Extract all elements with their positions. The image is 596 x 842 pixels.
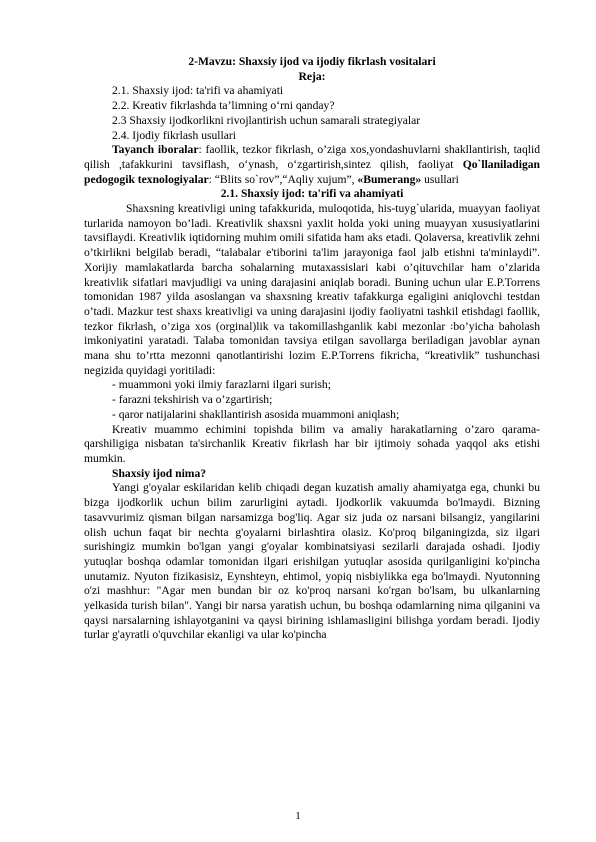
bullet-list [84, 378, 540, 422]
paragraph-3: Yangi g'oyalar eskilaridan kelib chiqadi degan kuzatish amaliy ahamiyatga ega, chunki bu bizga ijodkorlik uchun bilim zarurligini aytadi. Ijodkorlik vakuumda bo'lmaydi. Bizning tasavvurimiz qisman bilgan narsamizga bog'liq. Agar siz juda oz narsani bilsangiz, yangilarini olish uchun faqat bir nechta g'oyalarni birlashtira olasiz. Ko'proq bilganingizda, siz ilgari surishingiz mumkin bo'lgan yangi g'oyalar kombinatsiyasi sezilarli darajada oshadi. Ijodiy yutuqlar boshqa odamlar tomonidan ilgari erishilgan yutuqlar asosida qurilganligini ko'pincha unutamiz. Nyuton fizikasisiz, Eynshteyn, ehtimol, yopiq nisbiylikka ega bo'lmaydi. Nyutonning o'zi mashhur: "Agar men bundan bir oz ko'proq narsani ko'rgan bo'lsam, bu ulkanlarning yelkasida turish bilan". Yangi bir narsa yaratish uchun, bu boshqa odamlarning nima qilganini va qaysi narsalarning ishlayotganini va qaysi birining ishlamasligini bilishga yordam beradi. Ijodiy turlar g'ayratli o'quvchilar ekanligi va ular ko'pincha [84, 481, 540, 642]
paragraph-2: Kreativ muammo echimini topishda bilim va amaliy harakatlarning o’zaro qarama-qarshiligiga nisbatan ta'sirchanlik Kreativ fikrlash har bir ijtimoiy sohada yaqqol aks etishi mumkin. [84, 422, 540, 465]
page-number: 1 [295, 810, 301, 822]
methods-text: usullari [421, 172, 459, 186]
plan-item: 2.4. Ijodiy fikrlash usullari [112, 128, 236, 142]
document-title: 2-Mavzu: Shaxsiy ijod va ijodiy fikrlash vositalari [188, 55, 436, 68]
document-page [84, 55, 540, 643]
plan-item: 2.1. Shaxsiy ijod: ta'rifi va ahamiyati [112, 84, 284, 98]
paragraph-1: Shaxsning kreativligi uning tafakkurida, muloqotida, his-tuyg`ularida, muayyan faoliyat turlarida namoyon bo’ladi. Kreativlik shaxsni yaxlit holda yoki uning muayyan xususiyatlarini tavsiflaydi. Kreativlik iqtidorning muhim omili sifatida ham aks etadi. Qolaversa, kreativlik zehni o’tkirlikni belgilab beradi, “talabalar e'tiborini ta'lim jarayoniga faol jalb etishni ta'minlaydi”. Xorijiy mamlakatlarda barcha sohalarning mutaxassislari kabi o’qituvchilar ham o’zlarida kreativlik sifatlari mavjudligi va uning darajasini aniqlab boradi. Buning uchun ular E.P.Torrens tomonidan 1987 yilda asoslangan va shaxsning kreativ tafakkurga egaligini aniqlovchi testdan o’tadi. Mazkur test shaxs kreativligi va uning darajasini ijodiy faoliyatni tashkil etishdagi faollik, tezkor fikrlash, o’ziga xos (orginal)lik va takomillashganlik kabi mezonlar ꞉bo’yicha baholash imkoniyatini yaratadi. Talaba tomonidan tavsiya etilgan savollarga beriladigan javoblar aynan mana shu to’rtta mezonni qanotlantirishi lozim E.P.Torrens fikricha, “kreativlik” tushunchasi negizida quyidagi yoritiladi: [84, 202, 540, 377]
boomerang-label: «Bumerang» [357, 172, 422, 186]
bullet-item: - muammoni yoki ilmiy farazlarni ilgari surish; [112, 378, 331, 392]
keywords-text: : faollik, tezkor fikrlash, o’ziga xos,yondashuvlarni shakllantirish, taqlid qilish ,tafakkurini tavsiflash, o‘ynash, o‘zgartirish,sintez qilish, faoliyat [84, 143, 540, 171]
plan-item: 2.2. Kreativ fikrlashda ta’limning o‘rni qanday? [112, 99, 335, 113]
bullet-item: - farazni tekshirish va o’zgartirish; [112, 393, 273, 407]
keywords-label: Tayanch iboralar [112, 143, 199, 157]
subheading: Shaxsiy ijod nima? [112, 466, 207, 480]
plan-heading: Reja: [298, 69, 326, 83]
plan-item: 2.3 Shaxsiy ijodkorlikni rivojlantirish uchun samarali strategiyalar [112, 113, 421, 127]
technologies-label: Qo`llaniladigan pedogogik texnologiyalar [84, 157, 540, 186]
plan-list [84, 84, 540, 143]
section-heading: 2.1. Shaxsiy ijod: ta'rifi va ahamiyati [220, 187, 404, 201]
keywords-paragraph [84, 143, 540, 187]
bullet-item: - qaror natijalarini shakllantirish asosida muammoni aniqlash; [112, 407, 400, 421]
technologies-text: : “Blits so`rov”,“Aqliy xujum”, [208, 172, 358, 186]
